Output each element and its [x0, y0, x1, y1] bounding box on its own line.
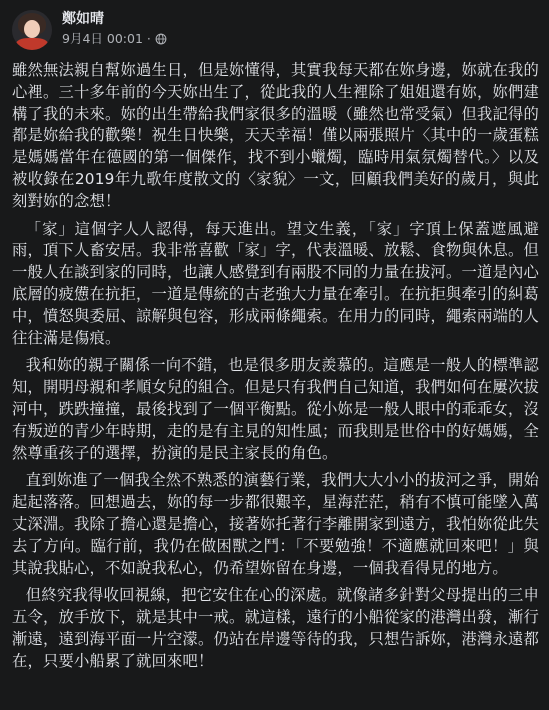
post-timeline: [62, 30, 167, 48]
post-meta: [62, 8, 167, 48]
post-timestamp[interactable]: 9月4日 00:01: [62, 31, 143, 46]
author-name[interactable]: 鄭如晴: [62, 11, 104, 27]
post-header: [12, 8, 539, 60]
meta-separator: ·: [146, 31, 151, 46]
post-paragraph-4: 直到妳進了一個我全然不熟悉的演藝行業，我們大大小小的拔河之爭，開始起起落落。回想過去，妳的每一步都很艱辛，星海茫茫，稍有不慎可能墜入萬丈深淵。我除了擔心還是擔心，接著妳托著行李離開家到遠方，我怕妳從此失去了方向。臨行前，我仍在做困獸之鬥：「不要勉強！不適應就回來吧！」與其說我貼心，不如說我私心，仍希望妳留在身邊，一個我看得見的地方。: [12, 471, 539, 577]
post-paragraph-1: 雖然無法親自幫妳過生日，但是妳懂得，其實我每天都在妳身邊，妳就在我的心裡。三十多年前的今天妳出生了，從此我的人生裡除了姐姐還有妳，妳們建構了我的未來。妳的出生帶給我們家很多的溫暖（雖然也常受氣）但我記得的都是妳給我的歡樂！祝生日快樂，天天幸福！僅以兩張照片〈其中的一歲蛋糕是媽媽當年在德國的第一個傑作，找不到小蠟燭，臨時用氣氛燭替代。〉以及被收錄在2019年九歌年度散文的〈家貌〉一文，回顧我們美好的歲月，與此刻對妳的念想！: [12, 61, 539, 210]
author-avatar[interactable]: [12, 10, 52, 50]
avatar-face: [24, 20, 40, 38]
post-body: [12, 60, 539, 673]
globe-icon[interactable]: [155, 33, 167, 45]
avatar-shirt: [16, 38, 48, 50]
post-paragraph-3: 我和妳的親子關係一向不錯，也是很多朋友羨慕的。這應是一般人的標準認知，開明母親和孝順女兒的組合。但是只有我們自己知道，我們如何在屢次拔河中，跌跌撞撞，最後找到了一個平衡點。從小妳是一般人眼中的乖乖女，沒有叛逆的青少年時期，走的是有主見的知性風；而我則是世俗中的好媽媽，全然尊重孩子的選擇，扮演的是民主家長的角色。: [12, 356, 539, 462]
post-paragraph-2: 「家」這個字人人認得，每天進出。望文生義，「家」字頂上保蓋遮風避雨，頂下人畜安居。我非常喜歡「家」字，代表溫暖、放鬆、食物與休息。但一般人在談到家的同時，也讓人感覺到有兩股不同的力量在拔河。一道是內心底層的疲憊在抗拒，一道是傳統的古老強大力量在牽引。在抗拒與牽引的糾葛中，憤怒與委屈、諒解與包容，形成兩條繩索。在用力的同時，繩索兩端的人往往滿是傷痕。: [12, 219, 539, 347]
post-paragraph-5: 但終究我得收回視線，把它安住在心的深處。就像諸多針對父母提出的三申五令，放手放下，就是其中一戒。就這樣，遠行的小船從家的港灣出發，漸行漸遠，遠到海平面一片空濛。仍站在岸邊等待的我，只想告訴妳，港灣永遠都在，只要小船累了就回來吧！: [12, 586, 539, 670]
